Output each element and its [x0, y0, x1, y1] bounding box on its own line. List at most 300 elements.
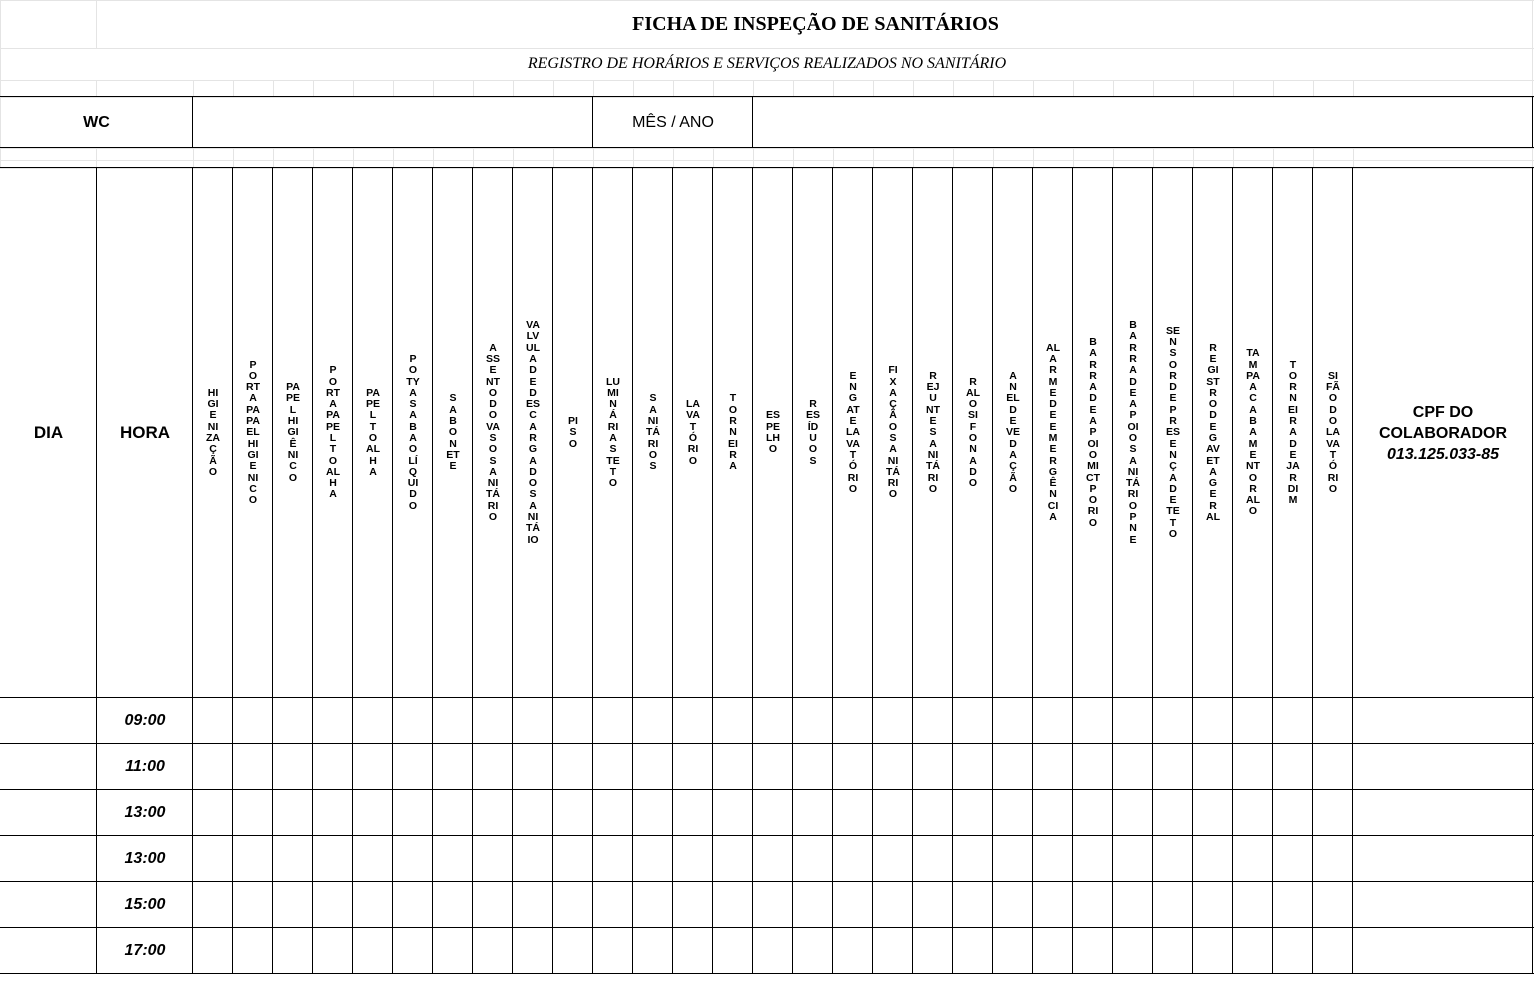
- service-header-25: [1153, 168, 1193, 698]
- gridline: [553, 148, 554, 168]
- hora-header: HORA: [119, 423, 171, 442]
- check-cell[interactable]: [433, 790, 473, 836]
- check-cell[interactable]: [1313, 744, 1353, 790]
- check-cell[interactable]: [1153, 698, 1193, 744]
- check-cell[interactable]: [513, 790, 553, 836]
- gridline: [473, 80, 474, 97]
- cpf-cell[interactable]: [1353, 928, 1533, 974]
- border-line: [0, 147, 1534, 148]
- gridline: [873, 80, 874, 97]
- service-header-label: SABONETE: [446, 392, 460, 473]
- check-cell[interactable]: [1233, 836, 1273, 882]
- check-cell[interactable]: [633, 744, 673, 790]
- check-cell[interactable]: [873, 790, 913, 836]
- border-line: [192, 96, 193, 148]
- check-cell[interactable]: [1113, 698, 1153, 744]
- service-header-2: [233, 168, 273, 698]
- border-line: [1352, 167, 1353, 974]
- check-cell[interactable]: [313, 744, 353, 790]
- check-cell[interactable]: [1153, 928, 1193, 974]
- check-cell[interactable]: [833, 698, 873, 744]
- check-cell[interactable]: [953, 790, 993, 836]
- check-cell[interactable]: [1153, 790, 1193, 836]
- gridline: [1313, 80, 1314, 97]
- check-cell[interactable]: [1153, 744, 1193, 790]
- check-cell[interactable]: [1193, 790, 1233, 836]
- check-cell[interactable]: [953, 698, 993, 744]
- service-header-label: ENGATE LAVATÓRIO: [846, 369, 860, 495]
- service-header-16: [793, 168, 833, 698]
- check-cell[interactable]: [953, 744, 993, 790]
- border-line: [0, 167, 1534, 168]
- cpf-cell[interactable]: [1353, 698, 1533, 744]
- check-cell[interactable]: [713, 928, 753, 974]
- check-cell[interactable]: [913, 928, 953, 974]
- service-header-label: BARRA DE APOIO SANITÁRIO PNE: [1126, 319, 1140, 546]
- check-cell[interactable]: [1233, 744, 1273, 790]
- service-header-label: POTYA SABAO LÍQUIDO: [406, 352, 420, 512]
- service-header-20: [953, 168, 993, 698]
- check-cell[interactable]: [1073, 836, 1113, 882]
- gridline: [1033, 148, 1034, 168]
- check-cell[interactable]: [233, 836, 273, 882]
- service-header-label: ESPELHO: [766, 409, 781, 456]
- check-cell[interactable]: [993, 698, 1033, 744]
- gridline: [0, 80, 1534, 81]
- gridline: [0, 148, 1534, 149]
- check-cell[interactable]: [273, 744, 313, 790]
- check-cell[interactable]: [313, 882, 353, 928]
- check-cell[interactable]: [593, 744, 633, 790]
- check-cell[interactable]: [313, 698, 353, 744]
- check-cell[interactable]: [313, 836, 353, 882]
- gridline: [353, 80, 354, 97]
- check-cell[interactable]: [1313, 790, 1353, 836]
- check-cell[interactable]: [193, 698, 233, 744]
- gridline: [273, 80, 274, 97]
- gridline: [313, 148, 314, 168]
- check-cell[interactable]: [1113, 836, 1153, 882]
- check-cell[interactable]: [1073, 882, 1113, 928]
- gridline: [913, 80, 914, 97]
- check-cell[interactable]: [753, 836, 793, 882]
- check-cell[interactable]: [633, 836, 673, 882]
- border-line: [592, 167, 593, 974]
- check-cell[interactable]: [913, 698, 953, 744]
- dia-cell[interactable]: [0, 744, 97, 790]
- cpf-cell[interactable]: [1353, 836, 1533, 882]
- check-cell[interactable]: [193, 928, 233, 974]
- check-cell[interactable]: [1273, 928, 1313, 974]
- check-cell[interactable]: [793, 836, 833, 882]
- service-header-label: SANITÁRIOS: [646, 392, 660, 473]
- check-cell[interactable]: [1193, 744, 1233, 790]
- check-cell[interactable]: [513, 698, 553, 744]
- check-cell[interactable]: [633, 928, 673, 974]
- check-cell[interactable]: [353, 698, 393, 744]
- border-line: [0, 697, 1534, 698]
- service-header-label: ASSENTO DO VASO SANITÁRIO: [486, 341, 501, 524]
- check-cell[interactable]: [233, 698, 273, 744]
- check-cell[interactable]: [353, 928, 393, 974]
- check-cell[interactable]: [313, 928, 353, 974]
- check-cell[interactable]: [553, 836, 593, 882]
- service-header-label: TORNEIRA: [728, 392, 738, 473]
- gridline: [1233, 80, 1234, 97]
- check-cell[interactable]: [1073, 744, 1113, 790]
- check-cell[interactable]: [553, 928, 593, 974]
- check-cell[interactable]: [473, 882, 513, 928]
- check-cell[interactable]: [513, 882, 553, 928]
- check-cell[interactable]: [753, 790, 793, 836]
- gridline: [593, 148, 594, 168]
- check-cell[interactable]: [673, 882, 713, 928]
- check-cell[interactable]: [1113, 928, 1153, 974]
- hora-cell: 13:00: [124, 850, 166, 867]
- check-cell[interactable]: [873, 882, 913, 928]
- border-line: [752, 167, 753, 974]
- border-line: [1112, 167, 1113, 974]
- gridline: [953, 148, 954, 168]
- gridline: [713, 148, 714, 168]
- check-cell[interactable]: [673, 928, 713, 974]
- service-header-label: LUMINÁRIAS TETO: [606, 375, 620, 490]
- check-cell[interactable]: [1033, 928, 1073, 974]
- check-cell[interactable]: [433, 928, 473, 974]
- check-cell[interactable]: [833, 744, 873, 790]
- service-header-10: [553, 168, 593, 698]
- gridline: [553, 80, 554, 97]
- check-cell[interactable]: [873, 744, 913, 790]
- check-cell[interactable]: [593, 928, 633, 974]
- gridline: [393, 80, 394, 97]
- gridline: [193, 80, 194, 97]
- check-cell[interactable]: [993, 836, 1033, 882]
- check-cell[interactable]: [793, 744, 833, 790]
- hora-cell: 09:00: [124, 712, 166, 729]
- check-cell[interactable]: [433, 698, 473, 744]
- check-cell[interactable]: [793, 882, 833, 928]
- check-cell[interactable]: [353, 744, 393, 790]
- wc-value-cell[interactable]: [193, 97, 593, 148]
- check-cell[interactable]: [713, 836, 753, 882]
- check-cell[interactable]: [673, 790, 713, 836]
- gridline: [1153, 148, 1154, 168]
- check-cell[interactable]: [713, 790, 753, 836]
- check-cell[interactable]: [233, 790, 273, 836]
- check-cell[interactable]: [873, 836, 913, 882]
- check-cell[interactable]: [793, 790, 833, 836]
- check-cell[interactable]: [633, 790, 673, 836]
- border-line: [272, 167, 273, 974]
- border-line: [0, 743, 1534, 744]
- service-header-21: [993, 168, 1033, 698]
- check-cell[interactable]: [1193, 882, 1233, 928]
- check-cell[interactable]: [233, 928, 273, 974]
- check-cell[interactable]: [1033, 744, 1073, 790]
- check-cell[interactable]: [793, 928, 833, 974]
- border-line: [432, 167, 433, 974]
- dia-cell[interactable]: [0, 928, 97, 974]
- gridline: [313, 80, 314, 97]
- check-cell[interactable]: [233, 744, 273, 790]
- check-cell[interactable]: [393, 882, 433, 928]
- check-cell[interactable]: [273, 836, 313, 882]
- check-cell[interactable]: [353, 836, 393, 882]
- gridline: [873, 148, 874, 168]
- check-cell[interactable]: [473, 698, 513, 744]
- check-cell[interactable]: [1273, 882, 1313, 928]
- check-cell[interactable]: [433, 744, 473, 790]
- gridline: [1353, 148, 1354, 168]
- service-header-label: PAPEL TOALHA: [366, 386, 381, 478]
- check-cell[interactable]: [833, 836, 873, 882]
- check-cell[interactable]: [713, 744, 753, 790]
- check-cell[interactable]: [1073, 928, 1113, 974]
- check-cell[interactable]: [353, 790, 393, 836]
- gridline: [1113, 148, 1114, 168]
- check-cell[interactable]: [1033, 698, 1073, 744]
- check-cell[interactable]: [1273, 744, 1313, 790]
- gridline: [96, 148, 97, 168]
- border-line: [0, 835, 1534, 836]
- check-cell[interactable]: [193, 882, 233, 928]
- service-header-label: BARRA DE APOIO MICTPORIO: [1086, 335, 1100, 529]
- gridline: [1193, 148, 1194, 168]
- gridline: [233, 80, 234, 97]
- sheet-title: FICHA DE INSPEÇÃO DE SANITÁRIOS: [632, 12, 999, 35]
- border-line: [232, 167, 233, 974]
- check-cell[interactable]: [473, 744, 513, 790]
- service-header-label: SIFÃO DO LAVATÓRIO: [1326, 369, 1340, 495]
- border-line: [792, 167, 793, 974]
- check-cell[interactable]: [1313, 928, 1353, 974]
- check-cell[interactable]: [993, 744, 1033, 790]
- check-cell[interactable]: [713, 882, 753, 928]
- check-cell[interactable]: [513, 744, 553, 790]
- check-cell[interactable]: [1233, 790, 1273, 836]
- check-cell[interactable]: [993, 928, 1033, 974]
- check-cell[interactable]: [913, 836, 953, 882]
- gridline: [1233, 148, 1234, 168]
- check-cell[interactable]: [393, 698, 433, 744]
- check-cell[interactable]: [1113, 882, 1153, 928]
- check-cell[interactable]: [193, 744, 233, 790]
- check-cell[interactable]: [1313, 882, 1353, 928]
- check-cell[interactable]: [593, 698, 633, 744]
- cpf-header: [1353, 168, 1533, 698]
- border-line: [712, 167, 713, 974]
- check-cell[interactable]: [1153, 882, 1193, 928]
- gridline: [1273, 80, 1274, 97]
- check-cell[interactable]: [1193, 698, 1233, 744]
- check-cell[interactable]: [673, 836, 713, 882]
- check-cell[interactable]: [1073, 698, 1113, 744]
- border-line: [672, 167, 673, 974]
- check-cell[interactable]: [1273, 790, 1313, 836]
- cpf-cell[interactable]: [1353, 882, 1533, 928]
- check-cell[interactable]: [513, 836, 553, 882]
- check-cell[interactable]: [953, 882, 993, 928]
- check-cell[interactable]: [353, 882, 393, 928]
- sheet-subtitle: REGISTRO DE HORÁRIOS E SERVIÇOS REALIZADOS NO SANITÁRIO: [527, 55, 1007, 72]
- check-cell[interactable]: [433, 836, 473, 882]
- check-cell[interactable]: [393, 836, 433, 882]
- check-cell[interactable]: [393, 928, 433, 974]
- gridline: [1113, 80, 1114, 97]
- border-line: [1312, 167, 1313, 974]
- check-cell[interactable]: [193, 790, 233, 836]
- check-cell[interactable]: [1313, 698, 1353, 744]
- check-cell[interactable]: [1153, 836, 1193, 882]
- check-cell[interactable]: [1033, 790, 1073, 836]
- service-header-6: [393, 168, 433, 698]
- check-cell[interactable]: [1033, 882, 1073, 928]
- gridline: [96, 80, 97, 97]
- check-cell[interactable]: [273, 698, 313, 744]
- gridline: [793, 80, 794, 97]
- check-cell[interactable]: [553, 698, 593, 744]
- gridline: [0, 160, 1534, 161]
- gridline: [833, 80, 834, 97]
- check-cell[interactable]: [313, 790, 353, 836]
- check-cell[interactable]: [833, 790, 873, 836]
- check-cell[interactable]: [1193, 928, 1233, 974]
- check-cell[interactable]: [273, 790, 313, 836]
- service-header-26: [1193, 168, 1233, 698]
- check-cell[interactable]: [873, 928, 913, 974]
- gridline: [793, 148, 794, 168]
- gridline: [713, 80, 714, 97]
- check-cell[interactable]: [473, 790, 513, 836]
- check-cell[interactable]: [593, 882, 633, 928]
- check-cell[interactable]: [833, 928, 873, 974]
- service-header-17: [833, 168, 873, 698]
- check-cell[interactable]: [513, 928, 553, 974]
- check-cell[interactable]: [1313, 836, 1353, 882]
- check-cell[interactable]: [633, 882, 673, 928]
- check-cell[interactable]: [1073, 790, 1113, 836]
- check-cell[interactable]: [673, 698, 713, 744]
- service-header-29: [1313, 168, 1353, 698]
- gridline: [673, 80, 674, 97]
- dia-cell[interactable]: [0, 790, 97, 836]
- check-cell[interactable]: [753, 698, 793, 744]
- dia-cell[interactable]: [0, 882, 97, 928]
- check-cell[interactable]: [913, 790, 953, 836]
- check-cell[interactable]: [553, 790, 593, 836]
- border-line: [872, 167, 873, 974]
- check-cell[interactable]: [233, 882, 273, 928]
- mes-ano-value-cell[interactable]: [753, 97, 1533, 148]
- border-line: [1532, 96, 1533, 148]
- check-cell[interactable]: [193, 836, 233, 882]
- check-cell[interactable]: [1233, 698, 1273, 744]
- check-cell[interactable]: [913, 744, 953, 790]
- border-line: [1192, 167, 1193, 974]
- service-header-3: [273, 168, 313, 698]
- border-line: [1072, 167, 1073, 974]
- border-line: [0, 927, 1534, 928]
- check-cell[interactable]: [553, 882, 593, 928]
- dia-cell[interactable]: [0, 698, 97, 744]
- border-line: [472, 167, 473, 974]
- service-header-label: PORTA PAPEL TOALHA: [326, 364, 341, 501]
- check-cell[interactable]: [553, 744, 593, 790]
- check-cell[interactable]: [753, 744, 793, 790]
- service-header-label: TAMPA ACABAMENTO RALO: [1246, 347, 1263, 518]
- gridline: [993, 148, 994, 168]
- check-cell[interactable]: [993, 790, 1033, 836]
- check-cell[interactable]: [753, 928, 793, 974]
- border-line: [392, 167, 393, 974]
- check-cell[interactable]: [793, 698, 833, 744]
- check-cell[interactable]: [873, 698, 913, 744]
- cpf-cell[interactable]: [1353, 744, 1533, 790]
- check-cell[interactable]: [953, 928, 993, 974]
- gridline: [273, 148, 274, 168]
- service-header-label: ALARME DE EMERGÊNCIA: [1046, 341, 1060, 524]
- service-header-8: [473, 168, 513, 698]
- gridline: [1193, 80, 1194, 97]
- hora-cell: 11:00: [125, 758, 165, 775]
- check-cell[interactable]: [1273, 836, 1313, 882]
- check-cell[interactable]: [473, 928, 513, 974]
- check-cell[interactable]: [593, 836, 633, 882]
- service-header-label: REJUNTE SANITÁRIO: [926, 369, 940, 495]
- gridline: [913, 148, 914, 168]
- service-header-label: ANEL DE VEDAÇÃO: [1006, 369, 1023, 495]
- check-cell[interactable]: [713, 698, 753, 744]
- check-cell[interactable]: [673, 744, 713, 790]
- cpf-cell[interactable]: [1353, 790, 1533, 836]
- service-header-label: REGISTRO DE GAVETA GERAL: [1206, 341, 1220, 524]
- service-header-label: PAPEL HIGIÊNICO: [286, 381, 301, 484]
- gridline: [1313, 148, 1314, 168]
- check-cell[interactable]: [433, 882, 473, 928]
- border-line: [0, 881, 1534, 882]
- check-cell[interactable]: [953, 836, 993, 882]
- check-cell[interactable]: [593, 790, 633, 836]
- border-line: [192, 167, 193, 974]
- border-line: [992, 167, 993, 974]
- check-cell[interactable]: [833, 882, 873, 928]
- check-cell[interactable]: [1113, 744, 1153, 790]
- gridline: [753, 80, 754, 97]
- check-cell[interactable]: [1233, 882, 1273, 928]
- check-cell[interactable]: [993, 882, 1033, 928]
- check-cell[interactable]: [273, 882, 313, 928]
- check-cell[interactable]: [753, 882, 793, 928]
- check-cell[interactable]: [393, 744, 433, 790]
- check-cell[interactable]: [913, 882, 953, 928]
- dia-cell[interactable]: [0, 836, 97, 882]
- check-cell[interactable]: [1273, 698, 1313, 744]
- check-cell[interactable]: [633, 698, 673, 744]
- service-header-7: [433, 168, 473, 698]
- gridline: [633, 148, 634, 168]
- check-cell[interactable]: [1233, 928, 1273, 974]
- service-header-label: TORNEIRA DE JARDIM: [1286, 358, 1300, 507]
- check-cell[interactable]: [473, 836, 513, 882]
- check-cell[interactable]: [1193, 836, 1233, 882]
- service-header-9: [513, 168, 553, 698]
- check-cell[interactable]: [1113, 790, 1153, 836]
- check-cell[interactable]: [1033, 836, 1073, 882]
- border-line: [752, 96, 753, 148]
- check-cell[interactable]: [273, 928, 313, 974]
- check-cell[interactable]: [393, 790, 433, 836]
